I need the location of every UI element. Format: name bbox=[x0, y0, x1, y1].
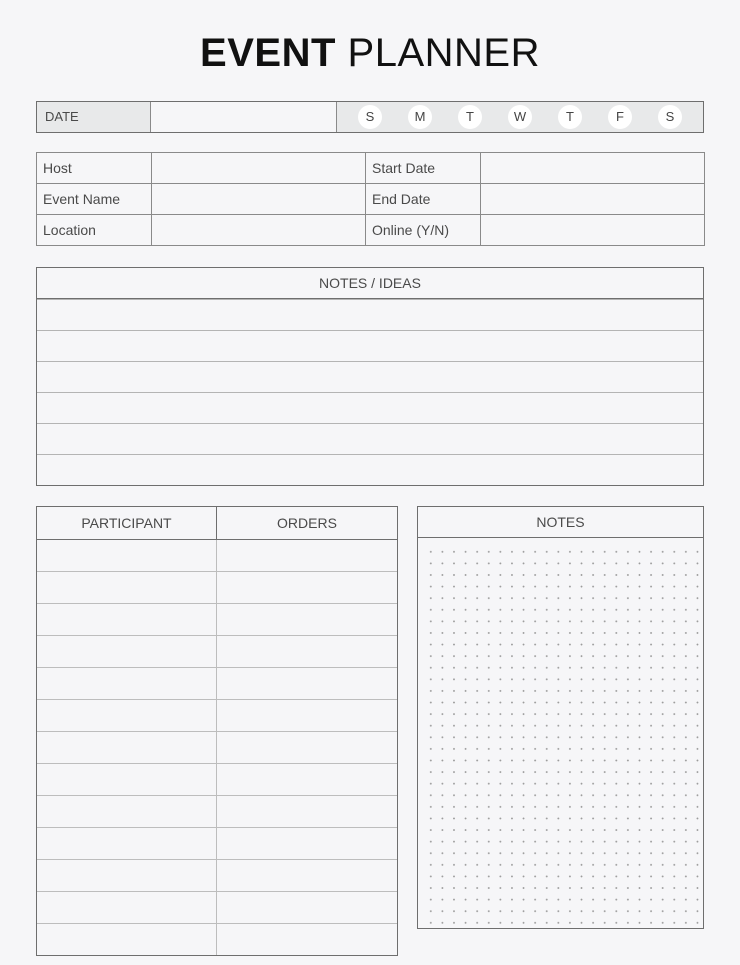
participant-table bbox=[36, 506, 398, 956]
title-bold: EVENT bbox=[200, 31, 336, 75]
orders-cell[interactable] bbox=[217, 636, 398, 668]
table-row bbox=[37, 700, 398, 732]
event-name-label: Event Name bbox=[37, 184, 152, 215]
participant-cell[interactable] bbox=[37, 732, 217, 764]
participant-cell[interactable] bbox=[37, 892, 217, 924]
participant-cell[interactable] bbox=[37, 860, 217, 892]
ideas-line[interactable] bbox=[37, 330, 703, 361]
table-row bbox=[37, 796, 398, 828]
notes-ideas-header: NOTES / IDEAS bbox=[37, 268, 703, 299]
orders-cell[interactable] bbox=[217, 764, 398, 796]
ideas-line[interactable] bbox=[37, 392, 703, 423]
start-date-label: Start Date bbox=[366, 153, 481, 184]
orders-cell[interactable] bbox=[217, 892, 398, 924]
orders-cell[interactable] bbox=[217, 700, 398, 732]
table-row bbox=[37, 732, 398, 764]
participant-cell[interactable] bbox=[37, 796, 217, 828]
table-row bbox=[37, 924, 398, 956]
ideas-line[interactable] bbox=[37, 361, 703, 392]
date-bar bbox=[36, 101, 704, 133]
orders-cell[interactable] bbox=[217, 924, 398, 956]
day-circle-fri[interactable]: F bbox=[608, 105, 632, 129]
day-circle-mon[interactable]: M bbox=[408, 105, 432, 129]
event-name-field[interactable] bbox=[152, 184, 366, 215]
participant-cell[interactable] bbox=[37, 828, 217, 860]
orders-cell[interactable] bbox=[217, 796, 398, 828]
weekday-selector bbox=[337, 102, 703, 132]
orders-cell[interactable] bbox=[217, 540, 398, 572]
host-label: Host bbox=[37, 153, 152, 184]
location-label: Location bbox=[37, 215, 152, 246]
online-label: Online (Y/N) bbox=[366, 215, 481, 246]
orders-cell[interactable] bbox=[217, 604, 398, 636]
table-row bbox=[37, 828, 398, 860]
event-info-table bbox=[36, 152, 705, 246]
info-row bbox=[37, 184, 705, 215]
table-row bbox=[37, 604, 398, 636]
notes-ideas-section bbox=[36, 267, 704, 486]
orders-header: ORDERS bbox=[217, 507, 398, 540]
participant-cell[interactable] bbox=[37, 764, 217, 796]
end-date-field[interactable] bbox=[481, 184, 705, 215]
participant-cell[interactable] bbox=[37, 700, 217, 732]
location-field[interactable] bbox=[152, 215, 366, 246]
participant-cell[interactable] bbox=[37, 572, 217, 604]
page-title bbox=[0, 30, 740, 76]
day-circle-thu[interactable]: T bbox=[558, 105, 582, 129]
orders-cell[interactable] bbox=[217, 828, 398, 860]
participant-cell[interactable] bbox=[37, 540, 217, 572]
date-label: DATE bbox=[37, 102, 151, 132]
day-circle-sun[interactable]: S bbox=[358, 105, 382, 129]
notes-section bbox=[417, 506, 704, 929]
ideas-line[interactable] bbox=[37, 423, 703, 454]
end-date-label: End Date bbox=[366, 184, 481, 215]
orders-cell[interactable] bbox=[217, 668, 398, 700]
notes-header: NOTES bbox=[418, 507, 703, 538]
table-row bbox=[37, 892, 398, 924]
day-circle-tue[interactable]: T bbox=[458, 105, 482, 129]
table-row bbox=[37, 636, 398, 668]
table-row bbox=[37, 540, 398, 572]
start-date-field[interactable] bbox=[481, 153, 705, 184]
day-circle-wed[interactable]: W bbox=[508, 105, 532, 129]
title-light: PLANNER bbox=[347, 31, 540, 75]
participant-cell[interactable] bbox=[37, 668, 217, 700]
participant-cell[interactable] bbox=[37, 636, 217, 668]
table-row bbox=[37, 572, 398, 604]
ideas-line[interactable] bbox=[37, 299, 703, 330]
table-row bbox=[37, 764, 398, 796]
host-field[interactable] bbox=[152, 153, 366, 184]
dot-grid-area[interactable] bbox=[422, 543, 699, 924]
online-field[interactable] bbox=[481, 215, 705, 246]
table-row bbox=[37, 860, 398, 892]
info-row bbox=[37, 153, 705, 184]
info-row bbox=[37, 215, 705, 246]
orders-cell[interactable] bbox=[217, 860, 398, 892]
table-row bbox=[37, 668, 398, 700]
participant-cell[interactable] bbox=[37, 924, 217, 956]
orders-cell[interactable] bbox=[217, 732, 398, 764]
participant-header: PARTICIPANT bbox=[37, 507, 217, 540]
orders-cell[interactable] bbox=[217, 572, 398, 604]
day-circle-sat[interactable]: S bbox=[658, 105, 682, 129]
ideas-line[interactable] bbox=[37, 454, 703, 485]
participant-header-row bbox=[37, 507, 398, 540]
participant-cell[interactable] bbox=[37, 604, 217, 636]
date-field[interactable] bbox=[151, 102, 337, 132]
